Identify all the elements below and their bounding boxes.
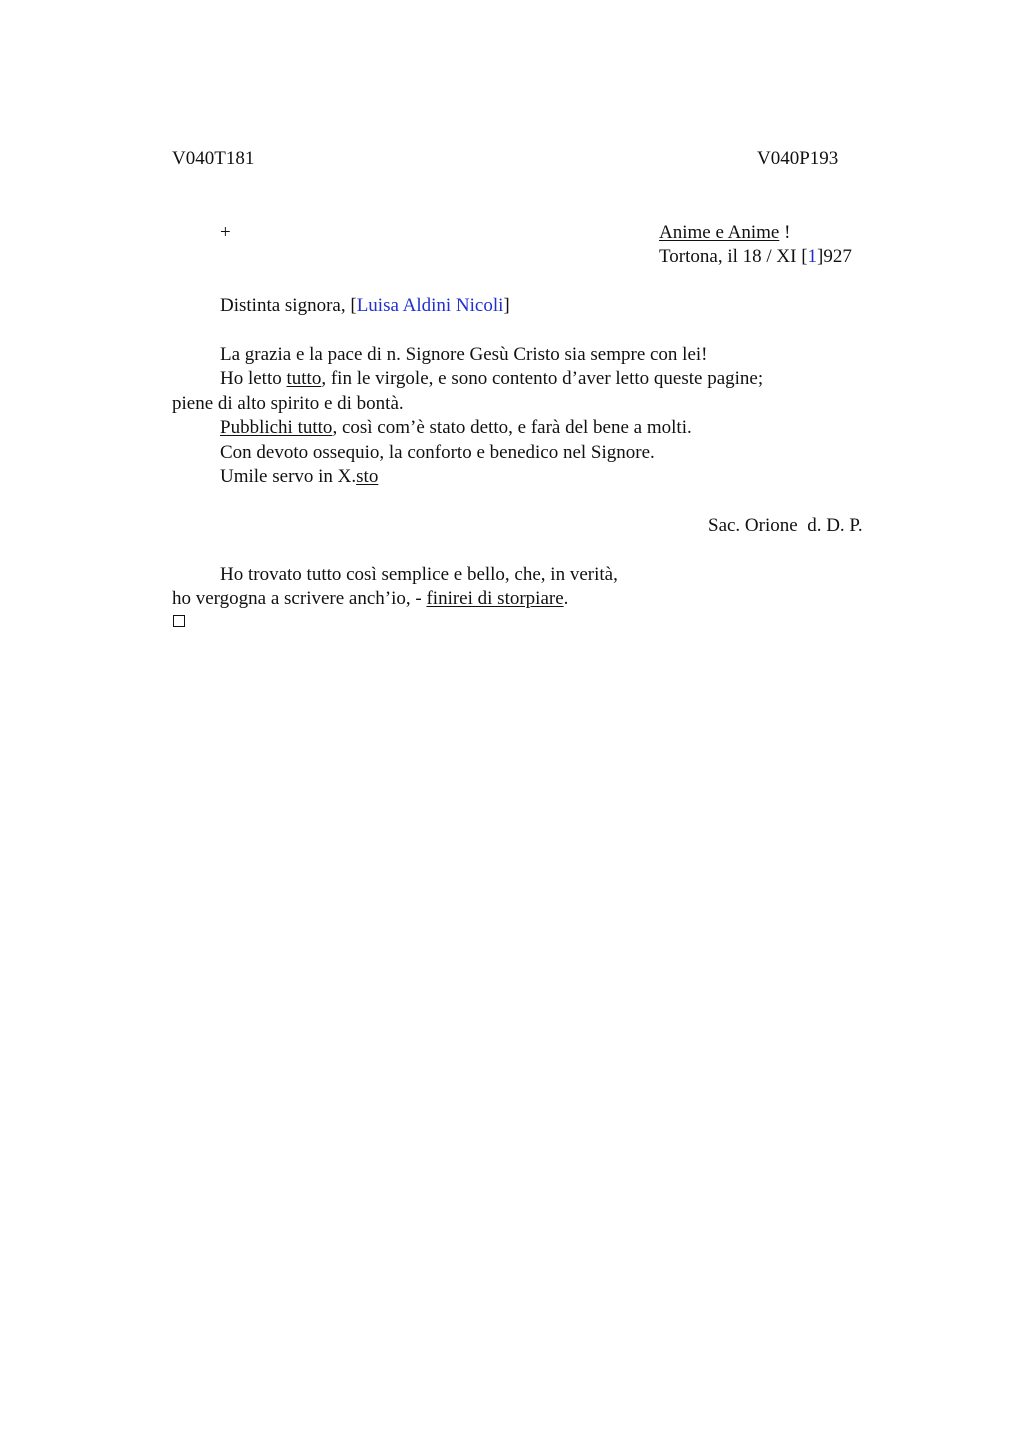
paragraph-greeting: La grazia e la pace di n. Signore Gesù Cristo sia sempre con lei! bbox=[220, 344, 708, 365]
p2-start: Ho letto bbox=[220, 368, 287, 389]
document-code-right: V040P193 bbox=[757, 148, 839, 169]
cross-symbol: + bbox=[220, 222, 231, 243]
ps2-underlined: finirei di storpiare bbox=[426, 588, 564, 609]
place-date-suffix: ]927 bbox=[817, 246, 852, 267]
p2-underlined: tutto bbox=[286, 368, 322, 389]
p3-rest: , così com’è stato detto, e farà del bene a molti. bbox=[332, 417, 692, 438]
letter-heading bbox=[659, 223, 790, 242]
signature: Sac. Orione d. D. P. bbox=[708, 515, 863, 536]
salutation-prefix: Distinta signora, [ bbox=[220, 295, 357, 316]
paragraph-read bbox=[220, 369, 763, 388]
salutation-suffix: ] bbox=[503, 295, 510, 316]
ps2-end: . bbox=[563, 588, 569, 609]
heading-title: Anime e Anime bbox=[659, 222, 780, 243]
postscript-line-2 bbox=[172, 589, 568, 608]
salutation bbox=[220, 296, 510, 315]
ps2-start: ho vergogna a scrivere anch’io, - bbox=[172, 588, 427, 609]
closing-underlined: sto bbox=[356, 466, 379, 487]
document-code-left: V040T181 bbox=[172, 148, 255, 169]
postscript-line-1: Ho trovato tutto così semplice e bello, che, in verità, bbox=[220, 564, 618, 585]
paragraph-read-continuation: piene di alto spirito e di bontà. bbox=[172, 393, 404, 414]
paragraph-blessing: Con devoto ossequio, la conforto e benedico nel Signore. bbox=[220, 442, 655, 463]
place-date bbox=[659, 247, 852, 266]
paragraph-publish bbox=[220, 418, 692, 437]
recipient-name: Luisa Aldini Nicoli bbox=[356, 295, 504, 316]
closing bbox=[220, 467, 378, 486]
place-date-digit: 1 bbox=[807, 246, 818, 267]
closing-start: Umile servo in X. bbox=[220, 466, 357, 487]
empty-box-icon bbox=[173, 615, 185, 627]
p3-underlined: Pubblichi tutto bbox=[220, 417, 333, 438]
place-date-prefix: Tortona, il 18 / XI [ bbox=[659, 246, 808, 267]
p2-end: , fin le virgole, e sono contento d’aver letto queste pagine; bbox=[321, 368, 764, 389]
heading-suffix: ! bbox=[779, 222, 791, 243]
